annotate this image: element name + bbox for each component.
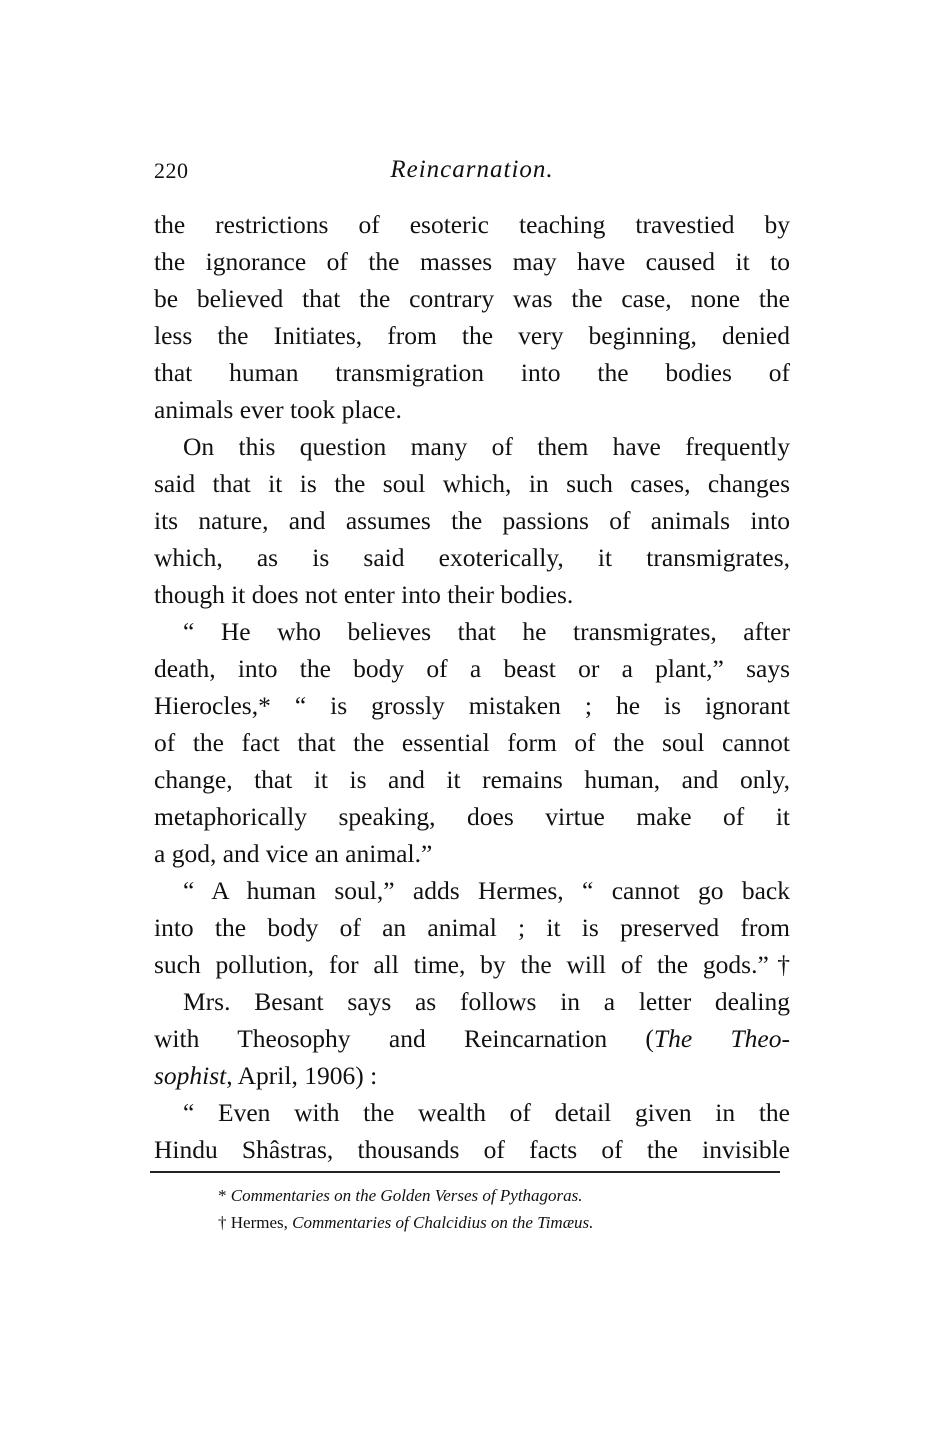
footnote-divider	[150, 1171, 780, 1173]
text-line: death, into the body of a beast or a plant,” says	[154, 654, 790, 683]
text-line: “ He who believes that he transmigrates, after	[183, 617, 790, 646]
text-line: Mrs. Besant says as follows in a letter dealing	[183, 987, 790, 1016]
text-line: that human transmigration into the bodies of	[154, 358, 790, 387]
text-line: animals ever took place.	[154, 395, 402, 424]
text-line: such pollution, for all time, by the will of the gods.”†	[154, 950, 790, 979]
footnote-text: Hermes,	[230, 1213, 293, 1232]
text-line: change, that it is and it remains human, and only,	[154, 765, 790, 794]
text-line	[154, 1020, 790, 1057]
text-line: its nature, and assumes the passions of animals into	[154, 506, 790, 535]
text-line: into the body of an animal ; it is preserved from	[154, 913, 790, 942]
text-line: though it does not enter into their bodies.	[154, 580, 574, 609]
footnote-marker: †	[218, 1213, 227, 1232]
italic-title: sophist	[154, 1061, 227, 1090]
footnote	[218, 1182, 778, 1209]
italic-title: The Theo-	[653, 1024, 790, 1053]
text-line: the ignorance of the masses may have caused it to	[154, 247, 790, 276]
text-line: said that it is the soul which, in such cases, changes	[154, 469, 790, 498]
footnotes	[218, 1182, 778, 1236]
text-span: , April, 1906) :	[226, 1061, 378, 1090]
running-title: Reincarnation.	[390, 156, 554, 183]
page-number: 220	[154, 158, 189, 183]
text-line: “ A human soul,” adds Hermes, “ cannot go back	[183, 876, 790, 905]
footnote-italic: Commentaries of Chalcidius on the Timæus.	[292, 1213, 594, 1232]
text-line: Hierocles,* “ is grossly mistaken ; he is ignorant	[154, 691, 790, 720]
body-text	[154, 206, 790, 1168]
text-line: “ Even with the wealth of detail given in the	[183, 1098, 790, 1127]
text-span: with Theosophy and Reincarnation (	[154, 1024, 654, 1053]
text-line	[154, 1057, 790, 1094]
text-line: Hindu Shâstras, thousands of facts of the invisible	[154, 1135, 790, 1164]
text-line: metaphorically speaking, does virtue make of it	[154, 802, 790, 831]
footnote-italic: Commentaries on the Golden Verses of Pythagoras.	[230, 1186, 583, 1205]
footnote	[218, 1209, 778, 1236]
text-line: On this question many of them have frequently	[183, 432, 790, 461]
footnote-marker: *	[218, 1186, 227, 1205]
text-line: be believed that the contrary was the case, none the	[154, 284, 790, 313]
text-line: which, as is said exoterically, it transmigrates,	[154, 543, 790, 572]
text-line: less the Initiates, from the very beginning, denied	[154, 321, 790, 350]
text-line: of the fact that the essential form of the soul cannot	[154, 728, 790, 757]
running-head	[154, 158, 790, 188]
text-line: a god, and vice an animal.”	[154, 839, 433, 868]
text-line: the restrictions of esoteric teaching travestied by	[154, 210, 790, 239]
